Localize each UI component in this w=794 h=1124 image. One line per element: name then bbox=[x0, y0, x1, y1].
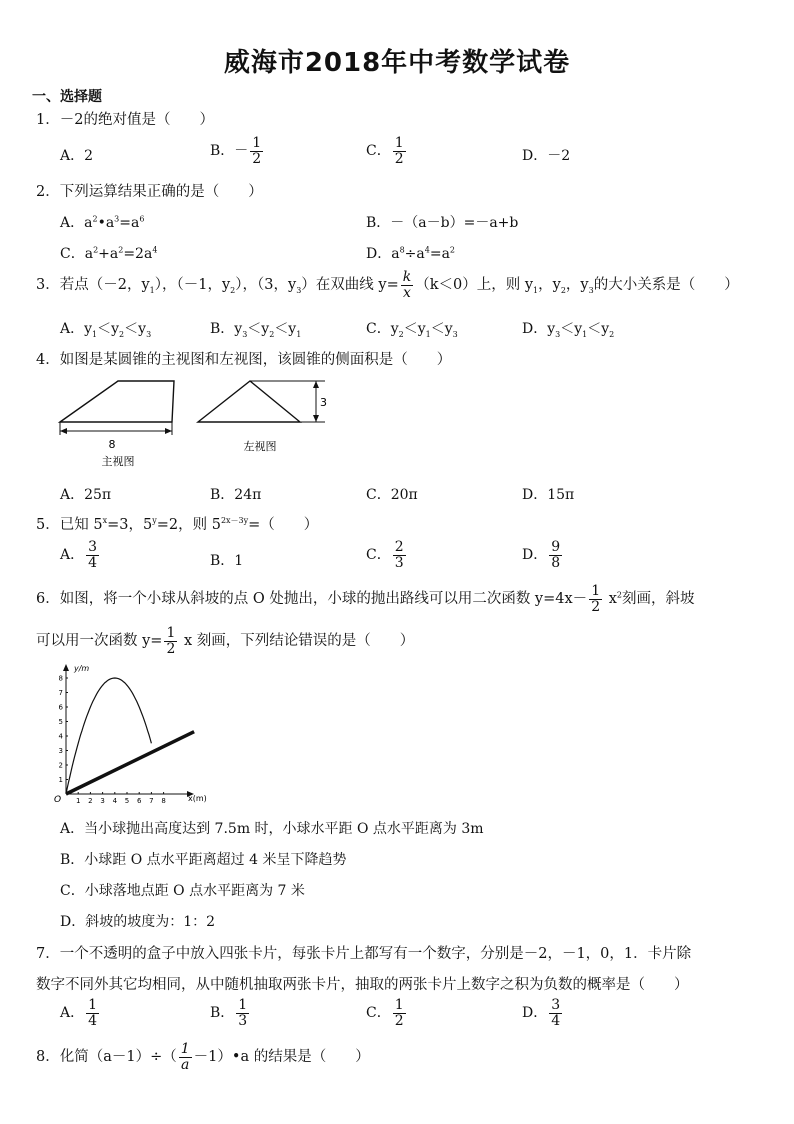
q2-option-d: D．$a^8\div a^4=a^2$ bbox=[366, 245, 456, 262]
side-view-label: 左视图 bbox=[243, 440, 277, 453]
y-axis-label: y/m bbox=[74, 664, 90, 673]
q5-option-d: D． $\frac{9}{8}$ bbox=[522, 539, 561, 571]
x-tick-label: 1 bbox=[75, 797, 81, 805]
x-tick-label: 6 bbox=[136, 797, 142, 805]
q7-option-a: A． $\frac{1}{4}$ bbox=[60, 997, 98, 1029]
q4-option-c: C．20π bbox=[366, 487, 418, 503]
x-axis-label: x(m) bbox=[188, 794, 207, 803]
q3-option-d: D．$y_3<y_1<y_2$ bbox=[522, 321, 615, 339]
x-tick-label: 5 bbox=[124, 797, 130, 805]
q3-option-c: C．$y_2<y_1<y_3$ bbox=[366, 321, 458, 339]
y-axis-arrow-icon bbox=[63, 664, 69, 671]
q4-option-a: A．25π bbox=[60, 487, 112, 503]
y-tick-label: 8 bbox=[58, 674, 63, 683]
q3-option-a: A．$y_1<y_2<y_3$ bbox=[60, 321, 152, 339]
q6-option-d: D．斜坡的坡度为：1：2 bbox=[60, 914, 216, 930]
question-5-stem: 5．已知 $5^x=3$，$5^y=2$，则 $5^{2x-3y}=$（ ） bbox=[36, 516, 319, 533]
x-tick-label: 3 bbox=[100, 797, 105, 805]
parabola-curve bbox=[66, 678, 151, 794]
y-tick-label: 1 bbox=[58, 776, 63, 784]
q1-option-c: C． $\frac{1}{2}$ bbox=[366, 135, 404, 167]
question-8-stem: 8．化简（a－1）÷（ $\frac{1}{a}$ －1）•a 的结果是（ ） bbox=[36, 1041, 370, 1073]
question-1-stem: 1．－2的绝对值是（ ） bbox=[36, 112, 214, 128]
q1-option-d: D．－2 bbox=[522, 148, 571, 164]
q1-option-b: B．－ $\frac{1}{2}$ bbox=[210, 135, 262, 167]
question-3-stem: 3．若点（－2，$y_1$），（－1，$y_2$），（3，$y_3$）在双曲线 y= $\frac{k}{x}$ （k＜0）上，则 $y_1$，$y_2$，$y_3$的大小关系是（ ） bbox=[36, 269, 739, 301]
q6-option-a: A．当小球抛出高度达到 7.5m 时，小球水平距 O 点水平距离为 3m bbox=[60, 821, 484, 837]
axis-ticks bbox=[59, 675, 166, 806]
front-view-label: 主视图 bbox=[101, 455, 135, 468]
question-6-line-2: 可以用一次函数 y= $\frac{1}{2}$ x 刻画，下列结论错误的是（ ） bbox=[36, 625, 415, 657]
y-tick-label: 3 bbox=[58, 747, 63, 755]
y-tick-label: 5 bbox=[58, 718, 63, 726]
x-tick-label: 7 bbox=[149, 797, 154, 805]
side-dim-label: 3 bbox=[320, 396, 327, 409]
question-6-line-1: 6．如图，将一个小球从斜坡的点 O 处抛出，小球的抛出路线可以用二次函数 y=4x－ $\frac{1}{2}$ $x^2$刻画，斜坡 bbox=[36, 583, 695, 615]
q2-option-c: C．$a^2+a^2=2a^4$ bbox=[60, 245, 158, 262]
q1-option-a: A．2 bbox=[60, 148, 94, 164]
q4-option-b: B．24π bbox=[210, 487, 262, 503]
q6-option-b: B．小球距 O 点水平距离超过 4 米呈下降趋势 bbox=[60, 852, 347, 868]
x-tick-label: 4 bbox=[112, 797, 118, 805]
q2-option-a: A．$a^2•a^3=a^6$ bbox=[60, 214, 145, 231]
q6-function-graph bbox=[50, 660, 225, 808]
y-tick-label: 6 bbox=[58, 703, 63, 712]
q7-option-d: D． $\frac{3}{4}$ bbox=[522, 997, 561, 1029]
side-view bbox=[198, 381, 327, 453]
question-2-stem: 2．下列运算结果正确的是（ ） bbox=[36, 184, 263, 200]
page-title: 威海市2018年中考数学试卷 bbox=[223, 48, 571, 78]
front-view bbox=[60, 381, 174, 468]
question-7-line-1: 7．一个不透明的盒子中放入四张卡片，每张卡片上都写有一个数字，分别是－2，－1，0，1．卡片除 bbox=[36, 946, 692, 962]
q3-option-b: B．$y_3<y_2<y_1$ bbox=[210, 321, 302, 339]
slope-line bbox=[66, 732, 194, 794]
y-tick-label: 7 bbox=[58, 689, 63, 697]
origin-label: O bbox=[54, 795, 62, 805]
q7-option-b: B． $\frac{1}{3}$ bbox=[210, 997, 248, 1029]
cone-views-figure bbox=[50, 375, 350, 475]
front-dim-label: 8 bbox=[108, 438, 116, 451]
q7-option-c: C． $\frac{1}{2}$ bbox=[366, 997, 404, 1029]
x-tick-label: 8 bbox=[161, 797, 166, 805]
y-tick-label: 2 bbox=[58, 761, 63, 770]
section-heading: 一、选择题 bbox=[32, 89, 102, 105]
question-7-line-2: 数字不同外其它均相同，从中随机抽取两张卡片，抽取的两张卡片上数字之积为负数的概率是（ ） bbox=[36, 977, 689, 993]
y-tick-label: 4 bbox=[58, 732, 63, 741]
q5-option-a: A． $\frac{3}{4}$ bbox=[60, 539, 98, 571]
q6-option-c: C．小球落地点距 O 点水平距离为 7 米 bbox=[60, 883, 305, 899]
q4-option-d: D．15π bbox=[522, 487, 575, 503]
question-4-stem: 4．如图是某圆锥的主视图和左视图，该圆锥的侧面积是（ ） bbox=[36, 352, 452, 368]
x-tick-label: 2 bbox=[88, 797, 93, 805]
q5-option-b: B．1 bbox=[210, 553, 244, 569]
q5-option-c: C． $\frac{2}{3}$ bbox=[366, 539, 404, 571]
q2-option-b: B．－（a－b）=－a+b bbox=[366, 215, 519, 231]
